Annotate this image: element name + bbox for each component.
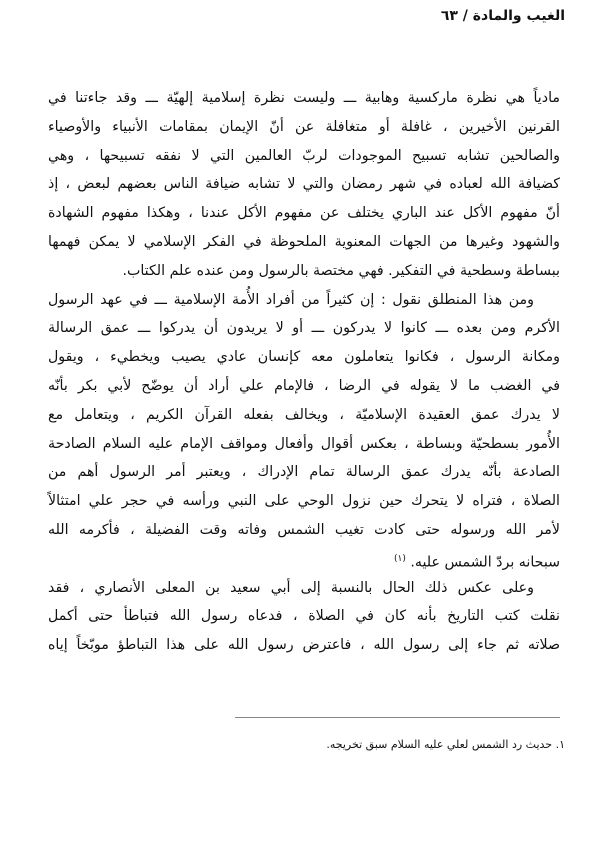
text-line: والصالحين تشابه تسبيح الموجودات لربّ العالمين التي لا نفقه تسبيحها ، وهي [48, 147, 560, 164]
footnote: ١. حديث رد الشمس لعلي عليه السلام سبق تخريجه. [326, 738, 565, 751]
text-line: ومن هذا المنطلق نقول : إن كثيراً من أفراد الأُمة الإسلامية ـــ في عهد الرسول [48, 291, 534, 308]
page-body [48, 84, 560, 660]
text-line-content: سبحانه بردّ الشمس عليه. [410, 554, 560, 571]
text-line [48, 545, 560, 574]
text-line: نقلت كتب التاريخ بأنه كان في الصلاة ، فدعاه رسول الله فتباطأ حتى أكمل [48, 608, 560, 625]
text-line: الأُمور بسطحيّة وبساطة ، بعكس أقوال وأفعال ومواقف الإمام عليه السلام الصادحة [48, 435, 560, 452]
footnote-reference[interactable]: (١) [394, 553, 406, 564]
paragraph-3 [48, 574, 560, 660]
text-line: كضيافة الله لعباده في شهر رمضان والتي لا تشابه ضيافة الناس بعضهم لبعض ، إذ [48, 176, 560, 193]
text-line: أنّ مفهوم الأكل عند الباري يختلف عن مفهوم الأكل عندنا ، وهكذا مفهوم الشهادة [48, 205, 560, 222]
text-line: القرنين الأخيرين ، غافلة أو متغافلة عن أنّ الإيمان بمقامات الأنبياء والأوصياء [48, 118, 560, 135]
text-line: الأكرم ومن بعده ـــ كانوا لا يدركون ـــ أو لا يريدون أن يدركوا ـــ عمق الرسالة [48, 320, 560, 337]
text-line: لأمر الله ورسوله حتى كادت تغيب الشمس وفاته وقت الفضيلة ، فأكرمه الله [48, 521, 560, 538]
text-line: في الغضب ما لا يقوله في الرضا ، فالإمام علي أراد أن يوضّح لأبي بكر بأنّه [48, 377, 560, 394]
text-line: الصادعة بأنّه يدرك عمق الرسالة تمام الإدراك ، ويعتبر أمر الرسول أهم من [48, 464, 560, 481]
text-line: ومكانة الرسول ، فكانوا يتعاملون معه كإنسان عادي يصيب ويخطيء ، ويقول [48, 349, 560, 366]
footnote-divider [235, 717, 560, 718]
text-line: لا يدرك عمق العقيدة الإسلاميّة ، ويخالف بفعله القرآن الكريم ، ويتعامل مع [48, 406, 560, 423]
running-header: الغيب والمادة / ٦٣ [440, 8, 565, 24]
text-line: الصلاة ، فتراه لا يتحرك حين نزول الوحي على النبي ورأسه في حجر علي امتثالاً [48, 493, 560, 510]
text-line: والشهود وغيرها من الجهات المعنوية الملحوظة في الفكر الإسلامي لا يمكن فهمها [48, 233, 560, 250]
paragraph-2 [48, 286, 560, 574]
text-line: ببساطة وسطحية في التفكير. فهي مختصة بالرسول ومن عنده علم الكتاب. [122, 262, 560, 279]
text-line: وعلى عكس ذلك الحال بالنسبة إلى أبي سعيد بن المعلى الأنصاري ، فقد [48, 579, 534, 596]
paragraph-1 [48, 84, 560, 286]
text-line: صلاته ثم جاء إلى رسول الله ، فاعترض رسول الله على هذا التباطؤ موبّخاً إياه [48, 637, 560, 654]
text-line: مادياً هي نظرة ماركسية وهابية ـــ وليست نظرة إسلامية إلهيّة ـــ وقد جاءتنا في [48, 90, 560, 106]
